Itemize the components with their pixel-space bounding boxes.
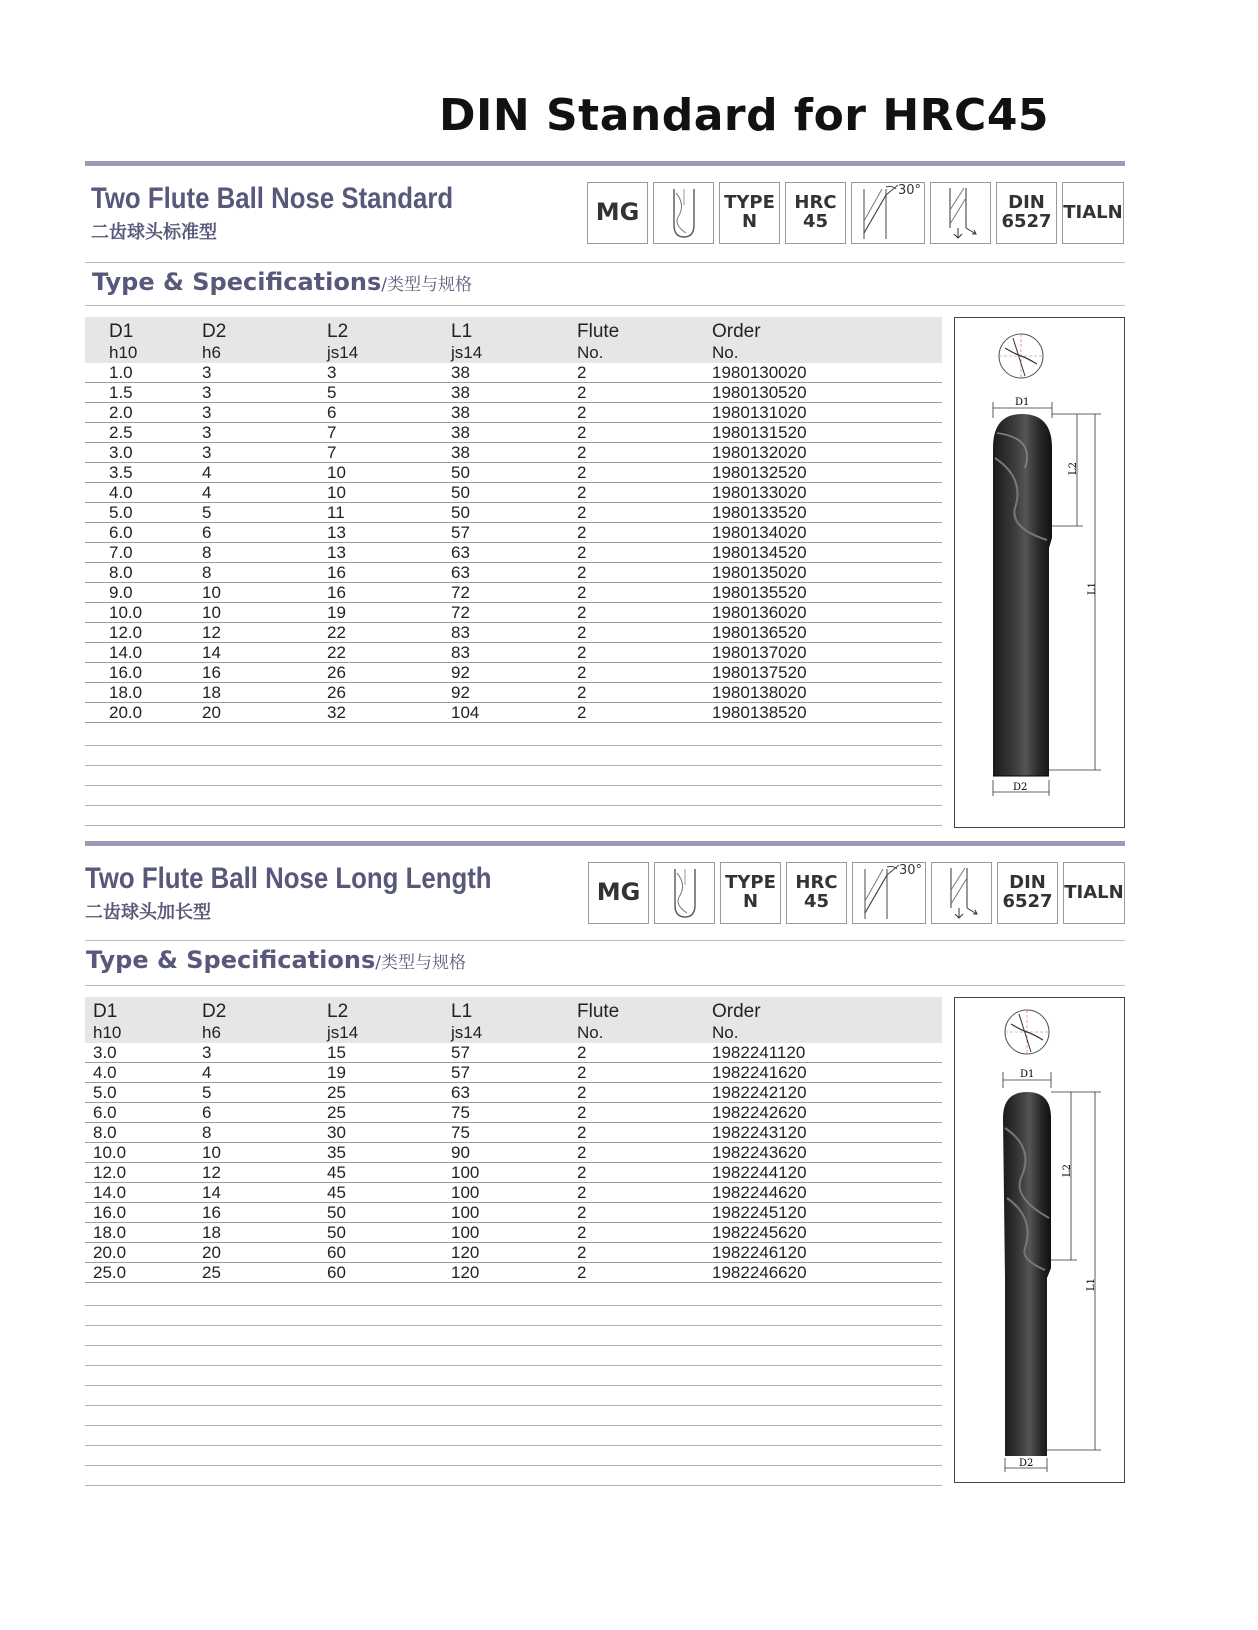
table-row — [85, 1123, 942, 1143]
table-cell: 1982243620 — [712, 1143, 942, 1163]
table-cell: 1980137020 — [712, 643, 942, 663]
col-d1: D1 h10 — [85, 997, 202, 1043]
table-cell: 8.0 — [85, 1123, 202, 1143]
table-cell: 26 — [327, 663, 451, 683]
helix-angle-icon — [851, 182, 925, 244]
table-cell: 2 — [577, 403, 712, 423]
din-value: 6527 — [1001, 211, 1052, 232]
table-cell: 100 — [451, 1183, 577, 1203]
table-cell: 6 — [327, 403, 451, 423]
table-cell: 75 — [451, 1123, 577, 1143]
col-order: Order No. — [712, 997, 942, 1043]
table-cell: 1980132520 — [712, 463, 942, 483]
table-cell: 16 — [327, 563, 451, 583]
center-cutting-icon — [930, 182, 991, 244]
table-cell: 5 — [202, 503, 327, 523]
table-cell: 14.0 — [85, 1183, 202, 1203]
table-cell: 35 — [327, 1143, 451, 1163]
table-cell: 3 — [202, 1043, 327, 1063]
helix-angle-icon — [852, 862, 926, 924]
table-cell: 50 — [451, 463, 577, 483]
table-cell: 16.0 — [85, 663, 202, 683]
table-cell: 16 — [327, 583, 451, 603]
table-row — [85, 383, 942, 403]
table-cell: 1980135020 — [712, 563, 942, 583]
table-row — [85, 1263, 942, 1283]
table-cell: 2 — [577, 1123, 712, 1143]
table-cell: 3 — [202, 443, 327, 463]
table-cell: 2 — [577, 1143, 712, 1163]
table-cell: 38 — [451, 403, 577, 423]
table-cell: 1982246120 — [712, 1243, 942, 1263]
table-cell: 1980130520 — [712, 383, 942, 403]
table-cell: 18 — [202, 683, 327, 703]
table-cell: 12 — [202, 623, 327, 643]
ball-nose-icon — [654, 862, 715, 924]
table-cell: 4 — [202, 483, 327, 503]
table-cell: 2 — [577, 643, 712, 663]
table-cell: 3 — [202, 423, 327, 443]
table-cell: 2 — [577, 1243, 712, 1263]
table-row — [85, 363, 942, 383]
table-cell: 100 — [451, 1223, 577, 1243]
table-cell: 2 — [577, 1203, 712, 1223]
table-cell: 3 — [327, 363, 451, 383]
table-cell: 92 — [451, 663, 577, 683]
mg-badge: MG — [588, 862, 649, 924]
table-cell: 8 — [202, 1123, 327, 1143]
table-cell: 50 — [327, 1203, 451, 1223]
table-cell: 4 — [202, 463, 327, 483]
type-label: TYPE — [724, 192, 775, 214]
table-cell: 11 — [327, 503, 451, 523]
table-header — [85, 997, 942, 1043]
table-cell: 25.0 — [85, 1263, 202, 1283]
table-cell: 7.0 — [85, 543, 202, 563]
coating-badge: TIALN — [1063, 862, 1125, 924]
col-flute: Flute No. — [577, 997, 712, 1043]
hrc-label: HRC — [794, 192, 837, 214]
table-cell: 60 — [327, 1243, 451, 1263]
table-cell: 2 — [577, 1163, 712, 1183]
table-cell: 1980137520 — [712, 663, 942, 683]
table-cell: 2.0 — [85, 403, 202, 423]
din-label: DIN — [1008, 192, 1045, 214]
table-cell: 26 — [327, 683, 451, 703]
table-cell: 12.0 — [85, 623, 202, 643]
tool-drawing — [954, 997, 1125, 1483]
spec-title-cn: /类型与规格 — [381, 275, 472, 295]
table-cell: 4 — [202, 1063, 327, 1083]
table-cell: 57 — [451, 1043, 577, 1063]
table-cell: 2 — [577, 703, 712, 723]
hrc-label: HRC — [795, 872, 838, 894]
table-cell: 10 — [202, 603, 327, 623]
table-cell: 50 — [327, 1223, 451, 1243]
dim-d2: D2 — [1019, 1458, 1034, 1469]
table-cell: 2 — [577, 603, 712, 623]
table-cell: 4.0 — [85, 483, 202, 503]
table-row — [85, 1103, 942, 1123]
table-body — [85, 363, 942, 723]
table-cell: 18.0 — [85, 683, 202, 703]
table-cell: 16 — [202, 1203, 327, 1223]
table-cell: 50 — [451, 503, 577, 523]
table-cell: 1982241120 — [712, 1043, 942, 1063]
hrc-badge — [786, 862, 847, 924]
table-cell: 2 — [577, 683, 712, 703]
table-cell: 18.0 — [85, 1223, 202, 1243]
din-badge — [997, 862, 1058, 924]
table-row — [85, 543, 942, 563]
table-cell: 2 — [577, 523, 712, 543]
table-cell: 1982245120 — [712, 1203, 942, 1223]
table-cell: 5.0 — [85, 1083, 202, 1103]
coating-badge: TIALN — [1062, 182, 1124, 244]
table-row — [85, 563, 942, 583]
table-cell: 14 — [202, 1183, 327, 1203]
table-cell: 6 — [202, 1103, 327, 1123]
table-cell: 2 — [577, 583, 712, 603]
table-row — [85, 583, 942, 603]
type-value: N — [742, 891, 759, 912]
table-body — [85, 1043, 942, 1283]
spec-table — [85, 997, 942, 1283]
table-cell: 15 — [327, 1043, 451, 1063]
table-cell: 3 — [202, 363, 327, 383]
table-cell: 12.0 — [85, 1163, 202, 1183]
table-cell: 1982242620 — [712, 1103, 942, 1123]
table-cell: 19 — [327, 603, 451, 623]
table-cell: 1982244120 — [712, 1163, 942, 1183]
table-cell: 1982244620 — [712, 1183, 942, 1203]
col-l2: L2 js14 — [327, 997, 451, 1043]
section-subtitle: 二齿球头加长型 — [85, 902, 211, 923]
divider — [85, 940, 1125, 941]
table-row — [85, 523, 942, 543]
table-row — [85, 623, 942, 643]
table-cell: 25 — [327, 1083, 451, 1103]
dim-l2: L2 — [1062, 1163, 1073, 1177]
section-title: Two Flute Ball Nose Standard — [91, 182, 454, 215]
table-row — [85, 1203, 942, 1223]
table-cell: 5 — [202, 1083, 327, 1103]
table-cell: 104 — [451, 703, 577, 723]
col-l1: L1 js14 — [451, 997, 577, 1043]
table-cell: 2 — [577, 623, 712, 643]
center-cutting-icon — [931, 862, 992, 924]
table-cell: 10 — [202, 583, 327, 603]
table-cell: 1980136020 — [712, 603, 942, 623]
table-cell: 1980138020 — [712, 683, 942, 703]
table-cell: 1980136520 — [712, 623, 942, 643]
table-cell: 2 — [577, 463, 712, 483]
table-cell: 25 — [327, 1103, 451, 1123]
dim-l1: L1 — [1087, 581, 1098, 595]
table-cell: 20 — [202, 703, 327, 723]
section-title: Two Flute Ball Nose Long Length — [85, 862, 492, 895]
table-cell: 120 — [451, 1263, 577, 1283]
table-cell: 90 — [451, 1143, 577, 1163]
divider — [85, 985, 1125, 986]
table-cell: 10 — [327, 463, 451, 483]
table-cell: 60 — [327, 1263, 451, 1283]
din-value: 6527 — [1002, 891, 1053, 912]
table-cell: 20.0 — [85, 703, 202, 723]
table-cell: 2 — [577, 1223, 712, 1243]
table-cell: 5 — [327, 383, 451, 403]
table-row — [85, 1183, 942, 1203]
table-cell: 75 — [451, 1103, 577, 1123]
table-header — [85, 317, 942, 363]
type-value: N — [741, 211, 758, 232]
table-cell: 1.5 — [85, 383, 202, 403]
table-row — [85, 603, 942, 623]
table-cell: 1980134520 — [712, 543, 942, 563]
dim-l1: L1 — [1086, 1277, 1097, 1291]
dim-l2: L2 — [1068, 461, 1079, 475]
table-cell: 2 — [577, 1043, 712, 1063]
table-cell: 2 — [577, 443, 712, 463]
table-cell: 4.0 — [85, 1063, 202, 1083]
table-cell: 2 — [577, 363, 712, 383]
dim-d1: D1 — [1015, 397, 1030, 408]
table-cell: 1982245620 — [712, 1223, 942, 1243]
col-d2: D2 h6 — [202, 997, 327, 1043]
table-cell: 2 — [577, 1183, 712, 1203]
table-cell: 1980135520 — [712, 583, 942, 603]
table-cell: 2 — [577, 1083, 712, 1103]
table-cell: 63 — [451, 543, 577, 563]
section-top-rule — [85, 161, 1125, 166]
table-cell: 1980130020 — [712, 363, 942, 383]
table-cell: 1982243120 — [712, 1123, 942, 1143]
table-cell: 3 — [202, 403, 327, 423]
col-l1: L1 js14 — [451, 317, 577, 363]
table-cell: 30 — [327, 1123, 451, 1143]
table-cell: 2.5 — [85, 423, 202, 443]
table-cell: 63 — [451, 1083, 577, 1103]
tool-drawing — [954, 317, 1125, 828]
table-cell: 6.0 — [85, 523, 202, 543]
table-row — [85, 703, 942, 723]
spec-title — [92, 268, 472, 296]
table-cell: 2 — [577, 423, 712, 443]
table-cell: 2 — [577, 483, 712, 503]
dim-d1: D1 — [1020, 1069, 1035, 1080]
table-row — [85, 483, 942, 503]
table-cell: 45 — [327, 1183, 451, 1203]
table-cell: 12 — [202, 1163, 327, 1183]
table-cell: 6 — [202, 523, 327, 543]
hrc-value: 45 — [803, 891, 830, 912]
table-cell: 1980131020 — [712, 403, 942, 423]
table-cell: 5.0 — [85, 503, 202, 523]
table-cell: 9.0 — [85, 583, 202, 603]
divider — [85, 305, 1125, 306]
table-cell: 72 — [451, 603, 577, 623]
ball-nose-icon — [653, 182, 714, 244]
table-cell: 16 — [202, 663, 327, 683]
table-row — [85, 1143, 942, 1163]
table-cell: 1.0 — [85, 363, 202, 383]
din-badge — [996, 182, 1057, 244]
helix-angle-label: 30° — [898, 183, 922, 198]
page-title: DIN Standard for HRC45 — [438, 90, 1050, 141]
table-row — [85, 663, 942, 683]
table-cell: 3.0 — [85, 1043, 202, 1063]
hrc-badge — [785, 182, 846, 244]
table-cell: 7 — [327, 443, 451, 463]
table-cell: 2 — [577, 1063, 712, 1083]
table-row — [85, 643, 942, 663]
table-cell: 1980131520 — [712, 423, 942, 443]
table-cell: 10.0 — [85, 1143, 202, 1163]
table-row — [85, 683, 942, 703]
spec-title-cn: /类型与规格 — [375, 953, 466, 973]
table-cell: 22 — [327, 623, 451, 643]
table-cell: 100 — [451, 1163, 577, 1183]
table-cell: 50 — [451, 483, 577, 503]
table-filler-lines — [85, 726, 942, 826]
hrc-value: 45 — [802, 211, 829, 232]
table-cell: 2 — [577, 543, 712, 563]
table-row — [85, 1163, 942, 1183]
table-cell: 2 — [577, 383, 712, 403]
table-cell: 2 — [577, 503, 712, 523]
spec-title-en: Type & Specifications — [92, 268, 382, 296]
table-cell: 7 — [327, 423, 451, 443]
table-cell: 72 — [451, 583, 577, 603]
spec-title — [86, 946, 466, 974]
type-badge — [720, 862, 781, 924]
din-label: DIN — [1009, 872, 1046, 894]
table-cell: 3.5 — [85, 463, 202, 483]
table-cell: 1980138520 — [712, 703, 942, 723]
table-row — [85, 423, 942, 443]
table-cell: 38 — [451, 383, 577, 403]
table-cell: 19 — [327, 1063, 451, 1083]
type-badge — [719, 182, 780, 244]
table-cell: 38 — [451, 423, 577, 443]
table-cell: 8.0 — [85, 563, 202, 583]
helix-angle-label: 30° — [899, 863, 923, 878]
table-cell: 2 — [577, 663, 712, 683]
table-cell: 2 — [577, 563, 712, 583]
table-cell: 45 — [327, 1163, 451, 1183]
table-cell: 1982246620 — [712, 1263, 942, 1283]
table-cell: 83 — [451, 643, 577, 663]
type-label: TYPE — [725, 872, 776, 894]
table-row — [85, 403, 942, 423]
table-cell: 1982242120 — [712, 1083, 942, 1103]
table-row — [85, 443, 942, 463]
col-l2: L2 js14 — [327, 317, 451, 363]
table-cell: 10.0 — [85, 603, 202, 623]
table-cell: 18 — [202, 1223, 327, 1243]
table-row — [85, 503, 942, 523]
table-cell: 100 — [451, 1203, 577, 1223]
table-row — [85, 1223, 942, 1243]
table-cell: 57 — [451, 523, 577, 543]
table-cell: 120 — [451, 1243, 577, 1263]
divider — [85, 262, 1125, 263]
table-row — [85, 1043, 942, 1063]
table-cell: 16.0 — [85, 1203, 202, 1223]
table-cell: 1980133520 — [712, 503, 942, 523]
table-cell: 10 — [202, 1143, 327, 1163]
table-cell: 6.0 — [85, 1103, 202, 1123]
table-cell: 3 — [202, 383, 327, 403]
table-cell: 1980134020 — [712, 523, 942, 543]
col-d1: D1 h10 — [85, 317, 202, 363]
spec-title-en: Type & Specifications — [86, 946, 376, 974]
col-order: Order No. — [712, 317, 942, 363]
mg-badge: MG — [587, 182, 648, 244]
table-filler-lines — [85, 1286, 942, 1486]
table-cell: 20 — [202, 1243, 327, 1263]
table-cell: 3.0 — [85, 443, 202, 463]
table-row — [85, 1243, 942, 1263]
table-cell: 38 — [451, 363, 577, 383]
table-row — [85, 1083, 942, 1103]
spec-table — [85, 317, 942, 723]
table-cell: 1980132020 — [712, 443, 942, 463]
dim-d2: D2 — [1013, 782, 1028, 793]
table-cell: 2 — [577, 1103, 712, 1123]
table-cell: 63 — [451, 563, 577, 583]
table-cell: 57 — [451, 1063, 577, 1083]
table-cell: 25 — [202, 1263, 327, 1283]
table-cell: 32 — [327, 703, 451, 723]
table-cell: 1980133020 — [712, 483, 942, 503]
table-cell: 14 — [202, 643, 327, 663]
table-cell: 20.0 — [85, 1243, 202, 1263]
table-row — [85, 463, 942, 483]
table-cell: 2 — [577, 1263, 712, 1283]
section-top-rule — [85, 841, 1125, 846]
col-flute: Flute No. — [577, 317, 712, 363]
col-d2: D2 h6 — [202, 317, 327, 363]
table-row — [85, 1063, 942, 1083]
table-cell: 13 — [327, 523, 451, 543]
table-cell: 92 — [451, 683, 577, 703]
table-cell: 10 — [327, 483, 451, 503]
table-cell: 1982241620 — [712, 1063, 942, 1083]
table-cell: 38 — [451, 443, 577, 463]
section-subtitle: 二齿球头标准型 — [91, 222, 217, 243]
table-cell: 13 — [327, 543, 451, 563]
table-cell: 8 — [202, 563, 327, 583]
table-cell: 8 — [202, 543, 327, 563]
table-cell: 14.0 — [85, 643, 202, 663]
table-cell: 83 — [451, 623, 577, 643]
table-cell: 22 — [327, 643, 451, 663]
